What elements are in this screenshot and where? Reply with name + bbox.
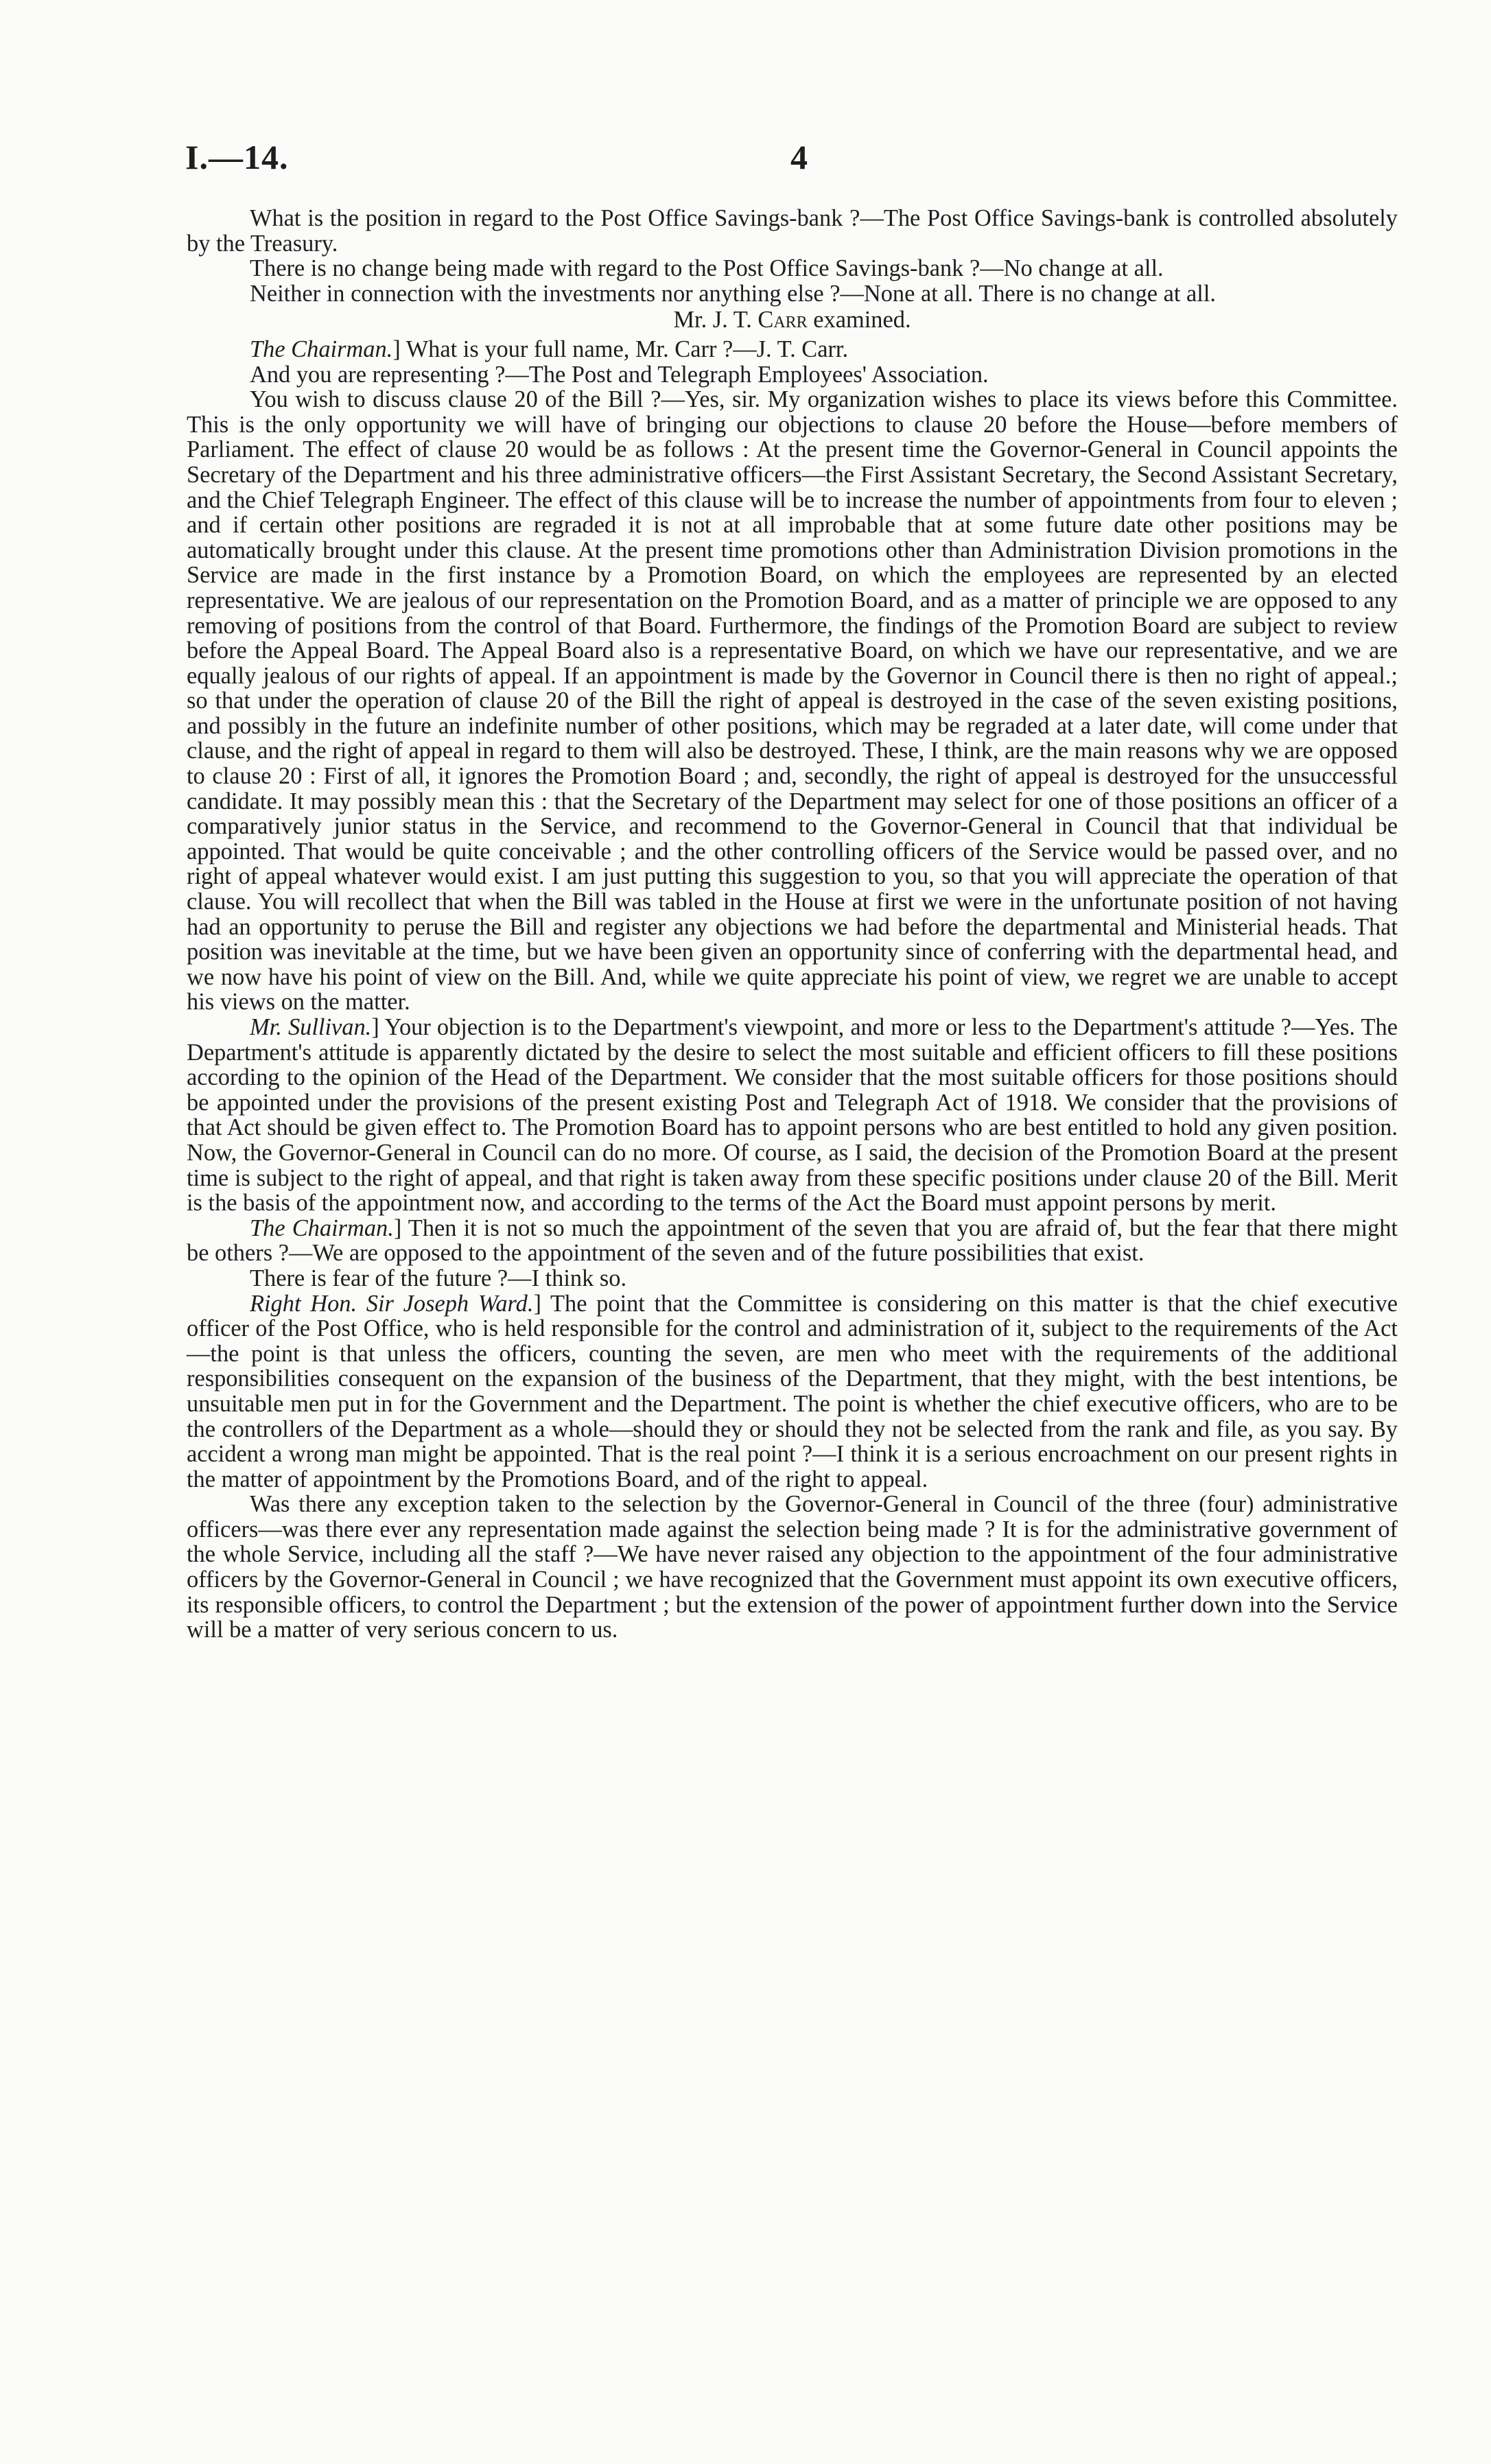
paragraph: Was there any exception taken to the selection by the Governor-General in Council of the three (four) administrative officers—was there ever any representation made against the selection being made ? It is for the administrative government of the whole Service, including all the staff ?—We have never raised any objection to the appointment of the four administrative officers by the Governor-General in Council ; we have recognized that the Government must appoint its own executive officers, its responsible officers, to control the Department ; but the extension of the power of appointment further down into the Service will be a matter of very serious concern to us. — [187, 1491, 1398, 1643]
page-number: 4 — [790, 138, 808, 176]
paragraph: And you are representing ?—The Post and Telegraph Employees' Association. — [250, 361, 989, 388]
paragraph-text: ] What is your full name, Mr. Carr ?—J. T. Carr. — [392, 336, 849, 362]
page-header — [185, 137, 1400, 192]
witness-heading-post: examined. — [807, 307, 911, 333]
paragraph: There is no change being made with regard to the Post Office Savings-bank ?—No change at all. — [250, 255, 1164, 282]
paragraph-text: ] The point that the Committee is considering on this matter is that the chief executive officer of the Post Office, who is held responsible for the control and administration of it, subject to the requirements of the Act—the point is that unless the officers, counting the seven, are men who meet with the requirements of the additional responsibilities consequent on the expansion of the business of the Department, that they might, with the best intentions, be unsuitable men put in for the Government and the Department. The point is whether the chief executive officers, who are to be the controllers of the Department as a whole—should they or should they not be selected from the rank and file, as you say. By accident a wrong man might be appointed. That is the real point ?—I think it is a serious encroachment on our present rights in the matter of appointment by the Promotions Board, and of the right to appeal. — [187, 1290, 1398, 1492]
paragraph: There is fear of the future ?—I think so. — [250, 1265, 627, 1291]
speaker-name: The Chairman. — [250, 1215, 394, 1241]
paragraph — [187, 1291, 1398, 1492]
witness-heading — [187, 307, 1398, 333]
document-reference: I.—14. — [185, 138, 289, 176]
paragraph — [187, 337, 1398, 362]
witness-heading-pre: Mr. J. T. — [673, 307, 758, 333]
paragraph: What is the position in regard to the Post Office Savings-bank ?—The Post Office Savings-bank is controlled absolutely by the Treasury. — [187, 205, 1398, 257]
speaker-name: Right Hon. Sir Joseph Ward. — [250, 1290, 534, 1317]
speaker-name: Mr. Sullivan. — [250, 1014, 372, 1040]
transcript-body — [187, 206, 1398, 1643]
paragraph: You wish to discuss clause 20 of the Bill ?—Yes, sir. My organization wishes to place its views before this Committee. This is the only opportunity we will have of bringing our objections to clause 20 before the House—before members of Parliament. The effect of clause 20 would be as follows : At the present time the Governor-General in Council appoints the Secretary of the Department and his three administrative officers—the First Assistant Secretary, the Second Assistant Secretary, and the Chief Telegraph Engineer. The effect of this clause will be to increase the number of appointments from four to eleven ; and if certain other positions are regraded it is not at all improbable that at some future date other positions may be automatically brought under this clause. At the present time promotions other than Administration Division promotions in the Service are made in the first instance by a Promotion Board, on which the employees are represented by an elected representative. We are jealous of our representation on the Promotion Board, and as a matter of principle we are opposed to any removing of positions from the control of that Board. Furthermore, the findings of the Promotion Board are subject to review before the Appeal Board. The Appeal Board also is a representative Board, on which we have our representative, and we are equally jealous of our rights of appeal. If an appointment is made by the Governor in Council there is then no right of appeal.; so that under the operation of clause 20 of the Bill the right of appeal is destroyed in the case of the seven existing positions, and possibly in the future an indefinite number of other positions, which may be regraded at a later date, will come under that clause, and the right of appeal in regard to them will also be destroyed. These, I think, are the main reasons why we are opposed to clause 20 : First of all, it ignores the Promotion Board ; and, secondly, the right of appeal is destroyed for the unsuccessful candidate. It may possibly mean this : that the Secretary of the Department may select for one of those positions an officer of a comparatively junior status in the Service, and recommend to the Governor-General in Council that that individual be appointed. That would be quite conceivable ; and the other controlling officers of the Service would be passed over, and no right of appeal whatever would exist. I am just putting this suggestion to you, so that you will appreciate the operation of that clause. You will recollect that when the Bill was tabled in the House at first we were in the unfortunate position of not having had an opportunity to peruse the Bill and register any objections we had before the departmental and Ministerial heads. That position was inevitable at the time, but we have been given an opportunity since of conferring with the departmental head, and we now have his point of view on the Bill. And, while we quite appreciate his point of view, we regret we are unable to accept his views on the matter. — [187, 386, 1398, 1016]
paragraph-text: ] Your objection is to the Department's viewpoint, and more or less to the Department's attitude ?—Yes. The Department's attitude is apparently dictated by the desire to select the most suitable and efficient officers to fill these positions according to the opinion of the Head of the Department. We consider that the most suitable officers for those positions should be appointed under the provisions of the present existing Post and Telegraph Act of 1918. We consider that the provisions of that Act should be given effect to. The Promotion Board has to appoint persons who are best entitled to hold any given position. Now, the Governor-General in Council can do no more. Of course, as I said, the decision of the Promotion Board at the present time is subject to the right of appeal, and that right is taken away from these specific positions under clause 20 of the Bill. Merit is the basis of the appointment now, and according to the terms of the Act the Board must appoint persons by merit. — [187, 1014, 1398, 1217]
witness-surname: Carr — [758, 307, 808, 333]
paragraph — [187, 1015, 1398, 1216]
paragraph: Neither in connection with the investments nor anything else ?—None at all. There is no change at all. — [250, 280, 1217, 307]
speaker-name: The Chairman. — [250, 336, 393, 362]
paragraph-text: ] Then it is not so much the appointment of the seven that you are afraid of, but the fear that there might be others ?—We are opposed to the appointment of the seven and of the future possibilities that exist. — [187, 1215, 1398, 1267]
paragraph — [187, 1216, 1398, 1266]
